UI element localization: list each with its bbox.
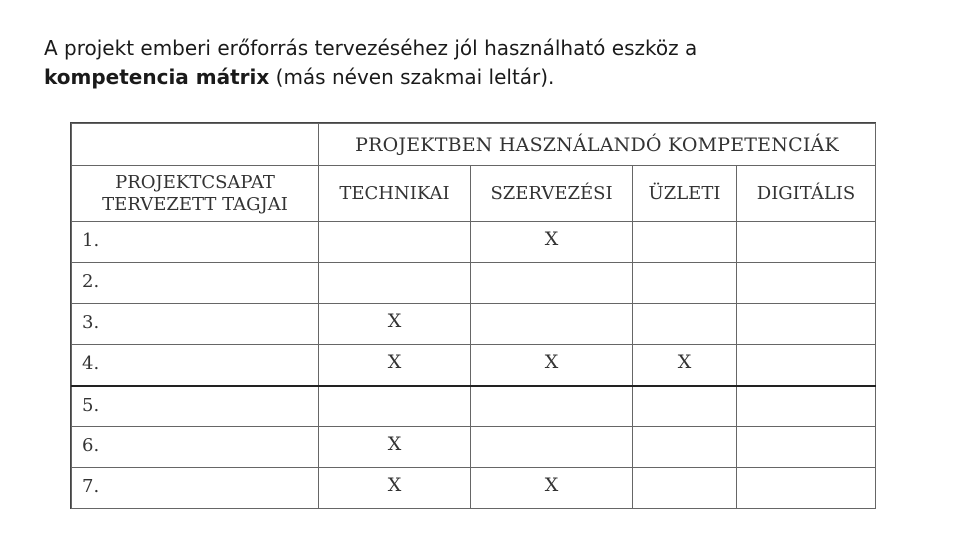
matrix-cell: X	[471, 468, 633, 509]
table-row	[72, 468, 876, 509]
matrix-cell	[737, 263, 876, 304]
matrix-cell: X	[633, 345, 737, 386]
matrix-cell	[737, 427, 876, 468]
intro-text	[44, 34, 924, 92]
matrix-cell: X	[319, 427, 471, 468]
intro-line-2-rest: (más néven szakmai leltár).	[269, 65, 555, 89]
column-header-technical: TECHNIKAI	[319, 166, 471, 222]
team-header-line-1: PROJEKTCSAPAT	[115, 171, 275, 193]
matrix-cell	[737, 304, 876, 345]
team-header-line-2: TERVEZETT TAGJAI	[102, 193, 288, 215]
matrix-cell	[319, 386, 471, 427]
table-header-row	[72, 124, 876, 166]
matrix-cell	[633, 222, 737, 263]
table-row	[72, 386, 876, 427]
matrix-cell: X	[319, 468, 471, 509]
team-members-header	[72, 166, 319, 222]
table-subheader-row	[72, 166, 876, 222]
table-row	[72, 304, 876, 345]
row-number: 1.	[72, 222, 319, 263]
competency-table	[71, 123, 876, 509]
matrix-cell	[633, 263, 737, 304]
row-number: 3.	[72, 304, 319, 345]
matrix-cell	[319, 263, 471, 304]
matrix-cell	[633, 386, 737, 427]
column-header-organizational: SZERVEZÉSI	[471, 166, 633, 222]
matrix-cell	[737, 386, 876, 427]
empty-corner-cell	[72, 124, 319, 166]
row-number: 5.	[72, 386, 319, 427]
matrix-cell: X	[471, 345, 633, 386]
column-header-digital: DIGITÁLIS	[737, 166, 876, 222]
table-row	[72, 263, 876, 304]
intro-line-1: A projekt emberi erőforrás tervezéséhez jól használható eszköz a	[44, 36, 698, 60]
matrix-cell	[633, 468, 737, 509]
row-number: 7.	[72, 468, 319, 509]
matrix-cell	[737, 345, 876, 386]
competency-matrix	[70, 122, 876, 509]
table-row	[72, 345, 876, 386]
matrix-cell	[471, 263, 633, 304]
column-header-business: ÜZLETI	[633, 166, 737, 222]
row-number: 6.	[72, 427, 319, 468]
matrix-cell	[737, 468, 876, 509]
intro-bold-term: kompetencia mátrix	[44, 65, 270, 89]
row-number: 4.	[72, 345, 319, 386]
table-row	[72, 427, 876, 468]
matrix-cell	[319, 222, 471, 263]
matrix-cell	[471, 386, 633, 427]
matrix-cell: X	[319, 304, 471, 345]
matrix-cell	[633, 304, 737, 345]
matrix-cell	[471, 304, 633, 345]
matrix-cell: X	[471, 222, 633, 263]
matrix-cell	[737, 222, 876, 263]
competencies-group-header: PROJEKTBEN HASZNÁLANDÓ KOMPETENCIÁK	[319, 124, 876, 166]
table-row	[72, 222, 876, 263]
row-number: 2.	[72, 263, 319, 304]
matrix-cell: X	[319, 345, 471, 386]
matrix-cell	[471, 427, 633, 468]
matrix-cell	[633, 427, 737, 468]
